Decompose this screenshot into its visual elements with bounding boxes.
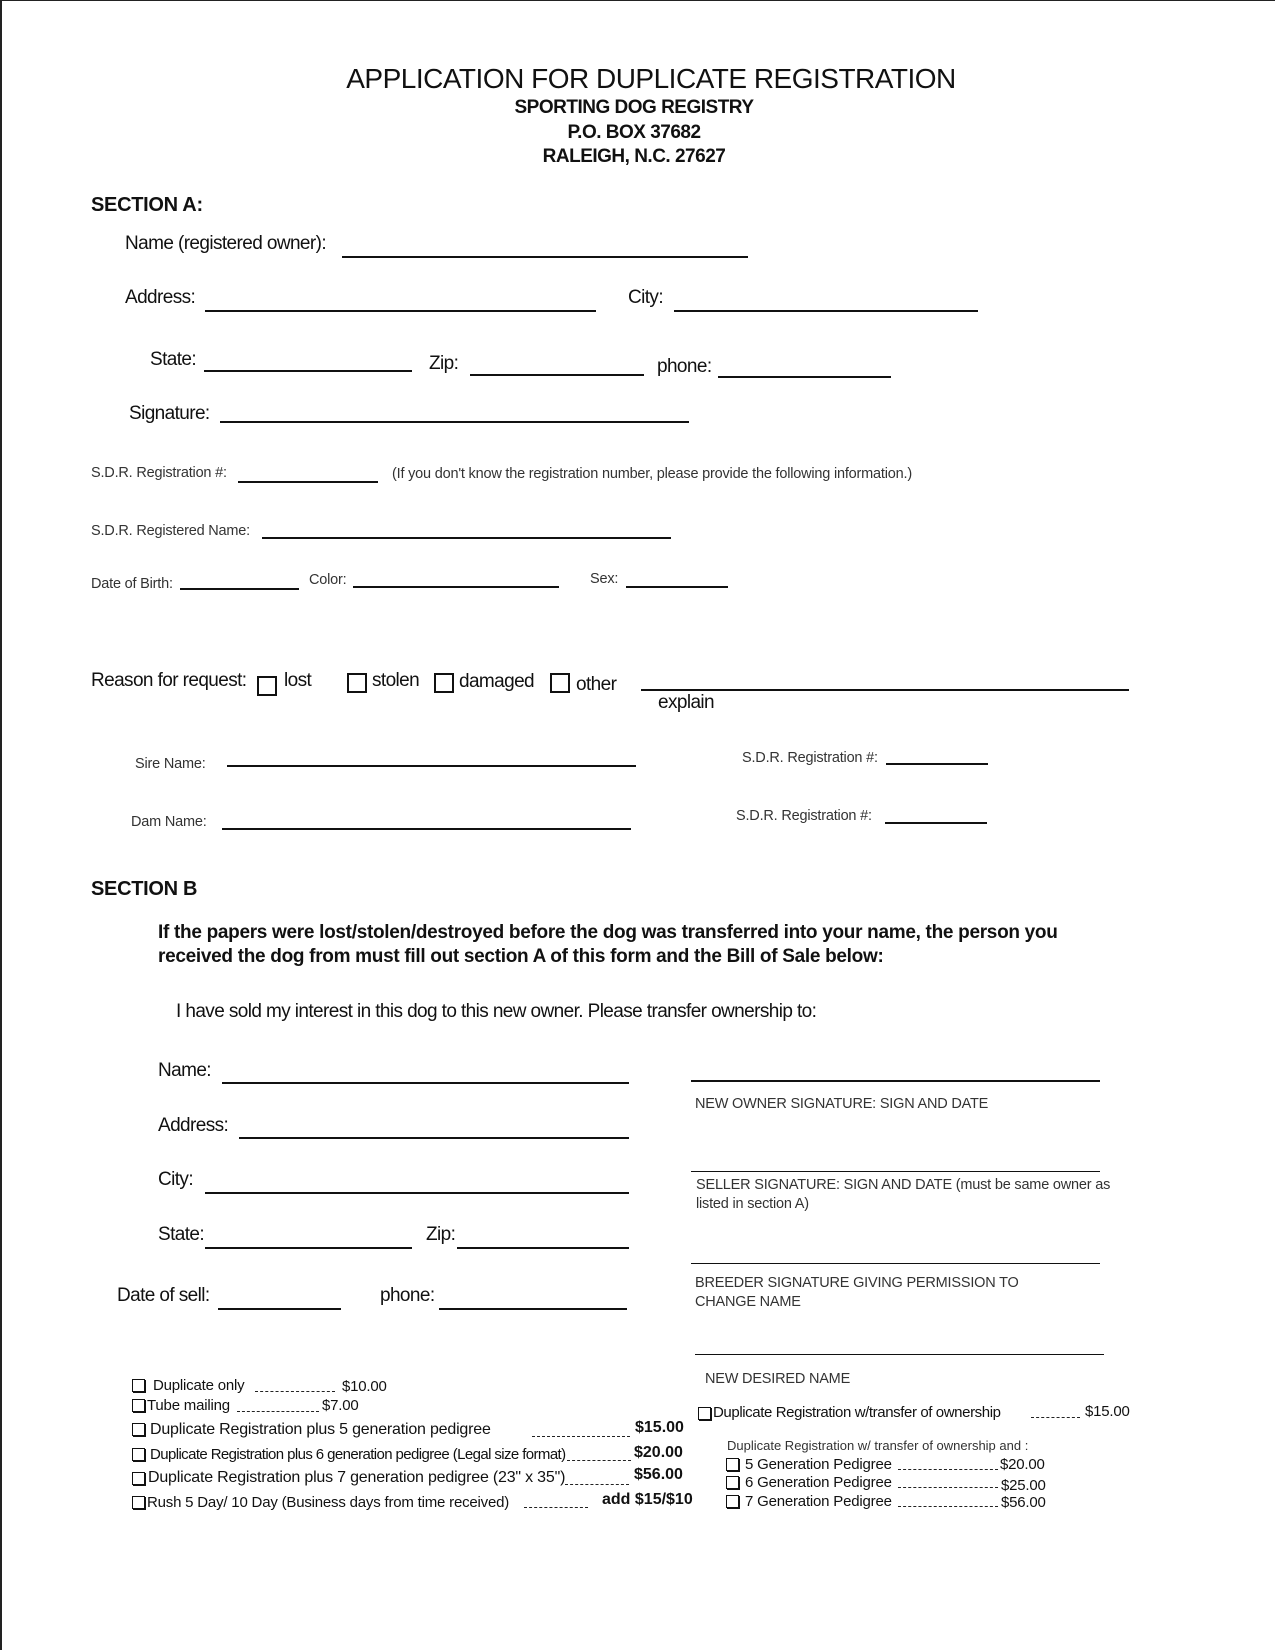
reason-stolen-label: stolen [372,670,420,691]
dam-name-field[interactable] [222,828,631,830]
fee-dup-5gen-checkbox[interactable] [132,1423,145,1436]
new-owner-phone-field[interactable] [439,1308,627,1310]
fee-dup-7gen-label: Duplicate Registration plus 7 generation pedigree (23" x 35") [148,1469,566,1486]
fee-transfer-7gen-checkbox[interactable] [726,1495,739,1508]
reg-name-field[interactable] [262,537,671,539]
dot-leader [898,1469,998,1470]
new-owner-address-field[interactable] [239,1137,629,1139]
reason-lost-checkbox[interactable] [257,676,277,696]
new-owner-name-field[interactable] [222,1082,629,1084]
fee-duplicate-only-label: Duplicate only [153,1377,245,1394]
fee-dup-6gen-label: Duplicate Registration plus 6 generation pedigree (Legal size format) [150,1446,566,1463]
fee-rush-checkbox[interactable] [132,1496,145,1509]
reason-other-checkbox[interactable] [550,673,570,693]
sex-label: Sex: [590,571,619,587]
owner-name-label: Name (registered owner): [125,233,327,254]
po-box: P.O. BOX 37682 [567,122,701,143]
breeder-signature-label-line1: BREEDER SIGNATURE GIVING PERMISSION TO [695,1275,1019,1291]
new-owner-zip-label: Zip: [426,1224,456,1245]
phone-label: phone: [657,356,712,377]
fee-transfer-5gen-price: $20.00 [1000,1456,1045,1473]
fee-dup-7gen-checkbox[interactable] [132,1472,145,1485]
explain-label: explain [658,692,715,713]
fee-transfer-7gen-label: 7 Generation Pedigree [745,1493,892,1510]
fee-dup-6gen-price: $20.00 [634,1444,683,1461]
fee-rush-price: add $15/$10 [602,1491,693,1508]
address-label: Address: [125,287,196,308]
dob-label: Date of Birth: [91,576,173,592]
new-owner-zip-field[interactable] [457,1247,629,1249]
fee-transfer-subheading: Duplicate Registration w/ transfer of ownership and : [727,1438,1029,1453]
section-b-instructions-line1: If the papers were lost/stolen/destroyed before the dog was transferred into your name, the person you [158,922,1058,943]
zip-label: Zip: [429,353,459,374]
reg-number-note: (If you don't know the registration number, please provide the following information.) [392,466,912,482]
new-desired-name-label: NEW DESIRED NAME [705,1371,851,1387]
dot-leader [524,1507,588,1508]
fee-transfer-6gen-checkbox[interactable] [726,1476,739,1489]
sire-reg-label: S.D.R. Registration #: [742,750,878,766]
form-title: APPLICATION FOR DUPLICATE REGISTRATION [346,63,956,94]
fee-dup-5gen-label: Duplicate Registration plus 5 generation pedigree [150,1421,491,1438]
reg-name-label: S.D.R. Registered Name: [91,523,250,539]
fee-transfer-5gen-label: 5 Generation Pedigree [745,1456,892,1473]
dam-reg-label: S.D.R. Registration #: [736,808,872,824]
owner-name-field[interactable] [342,256,748,258]
reg-number-field[interactable] [238,481,378,483]
reason-damaged-label: damaged [459,671,535,692]
city-field[interactable] [674,310,978,312]
city-label: City: [628,287,664,308]
city-state-zip: RALEIGH, N.C. 27627 [542,146,726,167]
new-owner-phone-label: phone: [380,1285,435,1306]
phone-field[interactable] [718,376,891,378]
new-owner-state-field[interactable] [205,1247,412,1249]
seller-signature-field[interactable] [691,1171,1100,1172]
fee-transfer-price: $15.00 [1085,1403,1130,1420]
reason-label: Reason for request: [91,670,247,691]
reason-damaged-checkbox[interactable] [434,673,454,693]
dot-leader [565,1484,629,1485]
new-owner-name-label: Name: [158,1060,211,1081]
sire-label: Sire Name: [135,756,206,772]
dam-label: Dam Name: [131,814,207,830]
sex-field[interactable] [626,586,728,588]
fee-rush-label: Rush 5 Day/ 10 Day (Business days from time received) [147,1494,510,1511]
new-owner-signature-label: NEW OWNER SIGNATURE: SIGN AND DATE [695,1096,989,1112]
reason-other-label: other [576,674,617,695]
fee-tube-mailing-price: $7.00 [322,1397,359,1414]
section-a-heading: SECTION A: [91,194,203,216]
org-name: SPORTING DOG REGISTRY [514,97,754,118]
dot-leader [255,1391,335,1392]
new-owner-signature-field[interactable] [691,1080,1100,1082]
dot-leader [567,1460,631,1461]
fee-dup-7gen-price: $56.00 [634,1466,683,1483]
dot-leader [898,1506,998,1507]
fee-tube-mailing-checkbox[interactable] [132,1399,145,1412]
breeder-signature-field[interactable] [691,1263,1100,1264]
dam-reg-field[interactable] [885,822,987,824]
new-owner-address-label: Address: [158,1115,229,1136]
transfer-statement: I have sold my interest in this dog to this new owner. Please transfer ownership to: [176,1001,817,1022]
fee-transfer-5gen-checkbox[interactable] [726,1458,739,1471]
fee-transfer-7gen-price: $56.00 [1001,1494,1046,1511]
dot-leader [532,1436,630,1437]
color-label: Color: [309,572,347,588]
fee-transfer-label: Duplicate Registration w/transfer of ownership [713,1404,1001,1421]
signature-field[interactable] [220,421,689,423]
sire-name-field[interactable] [227,765,636,767]
state-label: State: [150,349,197,370]
color-field[interactable] [353,586,559,588]
fee-duplicate-only-price: $10.00 [342,1378,387,1395]
zip-field[interactable] [470,374,644,376]
fee-dup-6gen-checkbox[interactable] [132,1448,145,1461]
seller-signature-label-line2: listed in section A) [696,1196,809,1212]
breeder-signature-label-line2: CHANGE NAME [695,1294,801,1310]
new-owner-city-field[interactable] [205,1192,629,1194]
date-of-sell-label: Date of sell: [117,1285,210,1306]
new-desired-name-field[interactable] [695,1354,1104,1355]
fee-dup-5gen-price: $15.00 [635,1419,684,1436]
state-field[interactable] [204,370,412,372]
new-owner-state-label: State: [158,1224,205,1245]
explain-field[interactable] [641,689,1129,691]
fee-duplicate-only-checkbox[interactable] [132,1379,145,1392]
new-owner-city-label: City: [158,1169,194,1190]
dot-leader [237,1411,319,1412]
fee-transfer-checkbox[interactable] [698,1407,711,1420]
reason-stolen-checkbox[interactable] [347,673,367,693]
fee-transfer-6gen-price: $25.00 [1001,1477,1046,1494]
address-field[interactable] [205,310,596,312]
fee-transfer-6gen-label: 6 Generation Pedigree [745,1474,892,1491]
section-b-heading: SECTION B [91,878,198,900]
reason-lost-label: lost [284,670,312,691]
seller-signature-label-line1: SELLER SIGNATURE: SIGN AND DATE (must be same owner as [696,1177,1111,1193]
dob-field[interactable] [180,588,299,590]
section-b-instructions-line2: received the dog from must fill out section A of this form and the Bill of Sale below: [158,946,884,967]
dot-leader [898,1487,998,1488]
signature-label: Signature: [129,403,210,424]
sire-reg-field[interactable] [886,763,988,765]
dot-leader [1031,1417,1080,1418]
date-of-sell-field[interactable] [218,1308,341,1310]
fee-tube-mailing-label: Tube mailing [147,1397,230,1414]
reg-number-label: S.D.R. Registration #: [91,465,227,481]
